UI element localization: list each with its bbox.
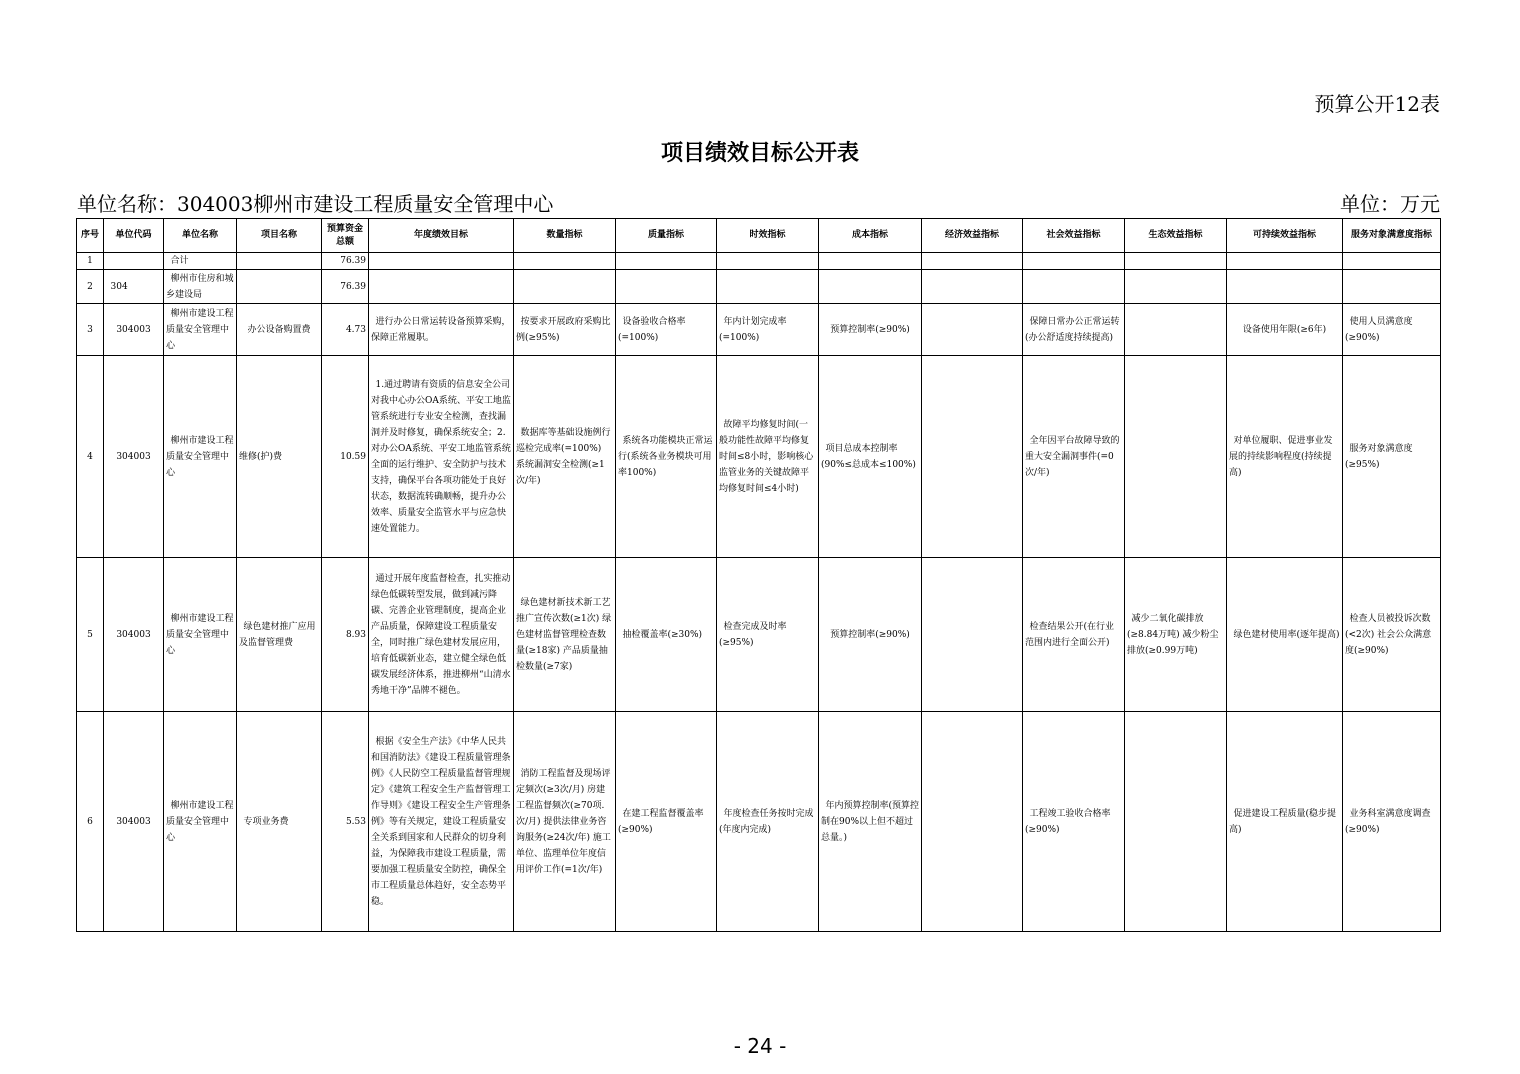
cell-unit-name: 柳州市建设工程质量安全管理中心 [164, 558, 237, 712]
col-header-social: 社会效益指标 [1023, 219, 1125, 253]
cell-index: 5 [77, 558, 104, 712]
cell-quality: 在建工程监督覆盖率(≥90%) [616, 712, 717, 932]
cell-economic [922, 253, 1023, 270]
cell-cost: 预算控制率(≥90%) [819, 304, 922, 356]
cell-annual-goal: 1.通过聘请有资质的信息安全公司对我中心办公OA系统、平安工地监管系统进行专业安全检测，查找漏洞并及时修复，确保系统安全；2.对办公OA系统、平安工地监管系统全面的运行维护、安全防护与技术支持，确保平台各项功能处于良好状态，数据流转确顺畅，提升办公效率、质量安全监管水平与应急快速处置能力。 [369, 356, 514, 558]
cell-annual-goal: 进行办公日常运转设备预算采购，保障正常履职。 [369, 304, 514, 356]
cell-budget: 8.93 [322, 558, 369, 712]
col-header-index: 序号 [77, 219, 104, 253]
cell-unit-code: 304 [104, 270, 164, 304]
table-row [77, 304, 1441, 356]
table-row [77, 356, 1441, 558]
cell-quality [616, 270, 717, 304]
cell-social [1023, 253, 1125, 270]
cell-satisfaction [1343, 270, 1441, 304]
cell-index: 4 [77, 356, 104, 558]
cell-timeliness: 年度检查任务按时完成(年度内完成) [717, 712, 819, 932]
cell-ecological [1125, 304, 1227, 356]
cell-unit-code: 304003 [104, 304, 164, 356]
cell-annual-goal [369, 270, 514, 304]
cell-satisfaction: 使用人员满意度(≥90%) [1343, 304, 1441, 356]
cell-quantity: 绿色建材新技术新工艺推广宣传次数(≥1次) 绿色建材监督管理检查数量(≥18家) 产品质量抽检数量(≥7家) [514, 558, 616, 712]
col-header-satisfaction: 服务对象满意度指标 [1343, 219, 1441, 253]
col-header-annual-goal: 年度绩效目标 [369, 219, 514, 253]
cell-sustainable: 绿色建材使用率(逐年提高) [1227, 558, 1343, 712]
cell-project-name: 绿色建材推广应用及监督管理费 [237, 558, 322, 712]
cell-timeliness [717, 253, 819, 270]
col-header-economic: 经济效益指标 [922, 219, 1023, 253]
cell-social: 工程竣工验收合格率(≥90%) [1023, 712, 1125, 932]
cell-ecological [1125, 712, 1227, 932]
cell-budget: 76.39 [322, 253, 369, 270]
cell-sustainable: 对单位履职、促进事业发展的持续影响程度(持续提高) [1227, 356, 1343, 558]
cell-project-name [237, 270, 322, 304]
currency-unit-label: 单位：万元 [1340, 192, 1440, 216]
cell-quality: 系统各功能模块正常运行(系统各业务模块可用率100%) [616, 356, 717, 558]
cell-project-name: 专项业务费 [237, 712, 322, 932]
cell-annual-goal: 通过开展年度监督检查，扎实推动绿色低碳转型发展，做到减污降碳、完善企业管理制度，提高企业产品质量，保障建设工程质量安全，同时推广绿色建材发展应用，培育低碳新业态，建立健全绿色低碳发展经济体系，推进柳州“山清水秀地干净”品牌不褪色。 [369, 558, 514, 712]
col-header-unit-name: 单位名称 [164, 219, 237, 253]
table-row [77, 253, 1441, 270]
cell-budget: 5.53 [322, 712, 369, 932]
cell-annual-goal: 根据《安全生产法》《中华人民共和国消防法》《建设工程质量管理条例》《人民防空工程质量监督管理规定》《建筑工程安全生产监督管理工作导则》《建设工程安全生产管理条例》等有关规定，建设工程质量安全关系到国家和人民群众的切身利益，为保障我市建设工程质量，需要加强工程质量安全防控，确保全市工程质量总体趋好，安全态势平稳。 [369, 712, 514, 932]
cell-quantity [514, 270, 616, 304]
cell-timeliness: 年内计划完成率(=100%) [717, 304, 819, 356]
cell-quantity [514, 253, 616, 270]
cell-quantity: 消防工程监督及现场评定频次(≥3次/月) 房建工程监督频次(≥70项.次/月) 提供法律业务咨询服务(≥24次/年) 施工单位、监理单位年度信用评价工作(=1次/年) [514, 712, 616, 932]
col-header-quality: 质量指标 [616, 219, 717, 253]
cell-unit-code: 304003 [104, 558, 164, 712]
table-row [77, 270, 1441, 304]
page-number: - 24 - [733, 1034, 787, 1058]
cell-quality: 抽检覆盖率(≥30%) [616, 558, 717, 712]
cell-sustainable [1227, 253, 1343, 270]
table-row [77, 558, 1441, 712]
cell-unit-name: 柳州市建设工程质量安全管理中心 [164, 304, 237, 356]
cell-ecological [1125, 253, 1227, 270]
cell-project-name [237, 253, 322, 270]
cell-satisfaction: 业务科室满意度调查(≥90%) [1343, 712, 1441, 932]
table-header-row [77, 219, 1441, 253]
cell-ecological: 减少二氧化碳排放(≥8.84万吨) 减少粉尘排放(≥0.99万吨) [1125, 558, 1227, 712]
col-header-budget-total: 预算资金总额 [322, 219, 369, 253]
cell-project-name: 办公设备购置费 [237, 304, 322, 356]
cell-social: 检查结果公开(在行业范围内进行全面公开) [1023, 558, 1125, 712]
form-number: 预算公开12表 [1314, 92, 1440, 116]
col-header-project-name: 项目名称 [237, 219, 322, 253]
col-header-quantity: 数量指标 [514, 219, 616, 253]
cell-satisfaction: 检查人员被投诉次数(<2次) 社会公众满意度(≥90%) [1343, 558, 1441, 712]
cell-cost: 项目总成本控制率(90%≤总成本≤100%) [819, 356, 922, 558]
cell-index: 1 [77, 253, 104, 270]
cell-social [1023, 270, 1125, 304]
cell-budget: 10.59 [322, 356, 369, 558]
cell-unit-name: 柳州市建设工程质量安全管理中心 [164, 712, 237, 932]
cell-sustainable: 促进建设工程质量(稳步提高) [1227, 712, 1343, 932]
cell-project-name: 维修(护)费 [237, 356, 322, 558]
cell-unit-name: 柳州市住房和城乡建设局 [164, 270, 237, 304]
cell-quantity: 数据库等基础设施例行巡检完成率(=100%) 系统漏洞安全检测(≥1次/年) [514, 356, 616, 558]
cell-unit-code [104, 253, 164, 270]
cell-ecological [1125, 356, 1227, 558]
table-row [77, 712, 1441, 932]
cell-annual-goal [369, 253, 514, 270]
performance-table [76, 218, 1441, 932]
cell-timeliness [717, 270, 819, 304]
cell-unit-code: 304003 [104, 712, 164, 932]
col-header-ecological: 生态效益指标 [1125, 219, 1227, 253]
cell-index: 2 [77, 270, 104, 304]
cell-social: 保障日常办公正常运转(办公舒适度持续提高) [1023, 304, 1125, 356]
col-header-sustainable: 可持续效益指标 [1227, 219, 1343, 253]
cell-social: 全年因平台故障导致的重大安全漏洞事件(=0次/年) [1023, 356, 1125, 558]
cell-quantity: 按要求开展政府采购比例(≥95%) [514, 304, 616, 356]
cell-quality [616, 253, 717, 270]
cell-satisfaction [1343, 253, 1441, 270]
cell-cost [819, 253, 922, 270]
col-header-cost: 成本指标 [819, 219, 922, 253]
cell-economic [922, 356, 1023, 558]
cell-economic [922, 304, 1023, 356]
cell-satisfaction: 服务对象满意度(≥95%) [1343, 356, 1441, 558]
cell-index: 6 [77, 712, 104, 932]
col-header-timeliness: 时效指标 [717, 219, 819, 253]
page-title: 项目绩效目标公开表 [660, 141, 859, 166]
cell-budget: 76.39 [322, 270, 369, 304]
cell-sustainable: 设备使用年限(≥6年) [1227, 304, 1343, 356]
cell-ecological [1125, 270, 1227, 304]
cell-index: 3 [77, 304, 104, 356]
cell-timeliness: 故障平均修复时间(一般功能性故障平均修复时间≤8小时，影响核心监管业务的关键故障平均修复时间≤4小时) [717, 356, 819, 558]
cell-unit-code: 304003 [104, 356, 164, 558]
cell-sustainable [1227, 270, 1343, 304]
cell-cost: 年内预算控制率(预算控制在90%以上但不超过总量。) [819, 712, 922, 932]
unit-info-line [77, 188, 1440, 217]
cell-timeliness: 检查完成及时率(≥95%) [717, 558, 819, 712]
cell-cost [819, 270, 922, 304]
cell-quality: 设备验收合格率(=100%) [616, 304, 717, 356]
cell-budget: 4.73 [322, 304, 369, 356]
unit-name-label: 单位名称：304003柳州市建设工程质量安全管理中心 [77, 192, 554, 216]
cell-economic [922, 712, 1023, 932]
cell-economic [922, 270, 1023, 304]
cell-economic [922, 558, 1023, 712]
col-header-unit-code: 单位代码 [104, 219, 164, 253]
cell-unit-name: 合计 [164, 253, 237, 270]
cell-cost: 预算控制率(≥90%) [819, 558, 922, 712]
cell-unit-name: 柳州市建设工程质量安全管理中心 [164, 356, 237, 558]
